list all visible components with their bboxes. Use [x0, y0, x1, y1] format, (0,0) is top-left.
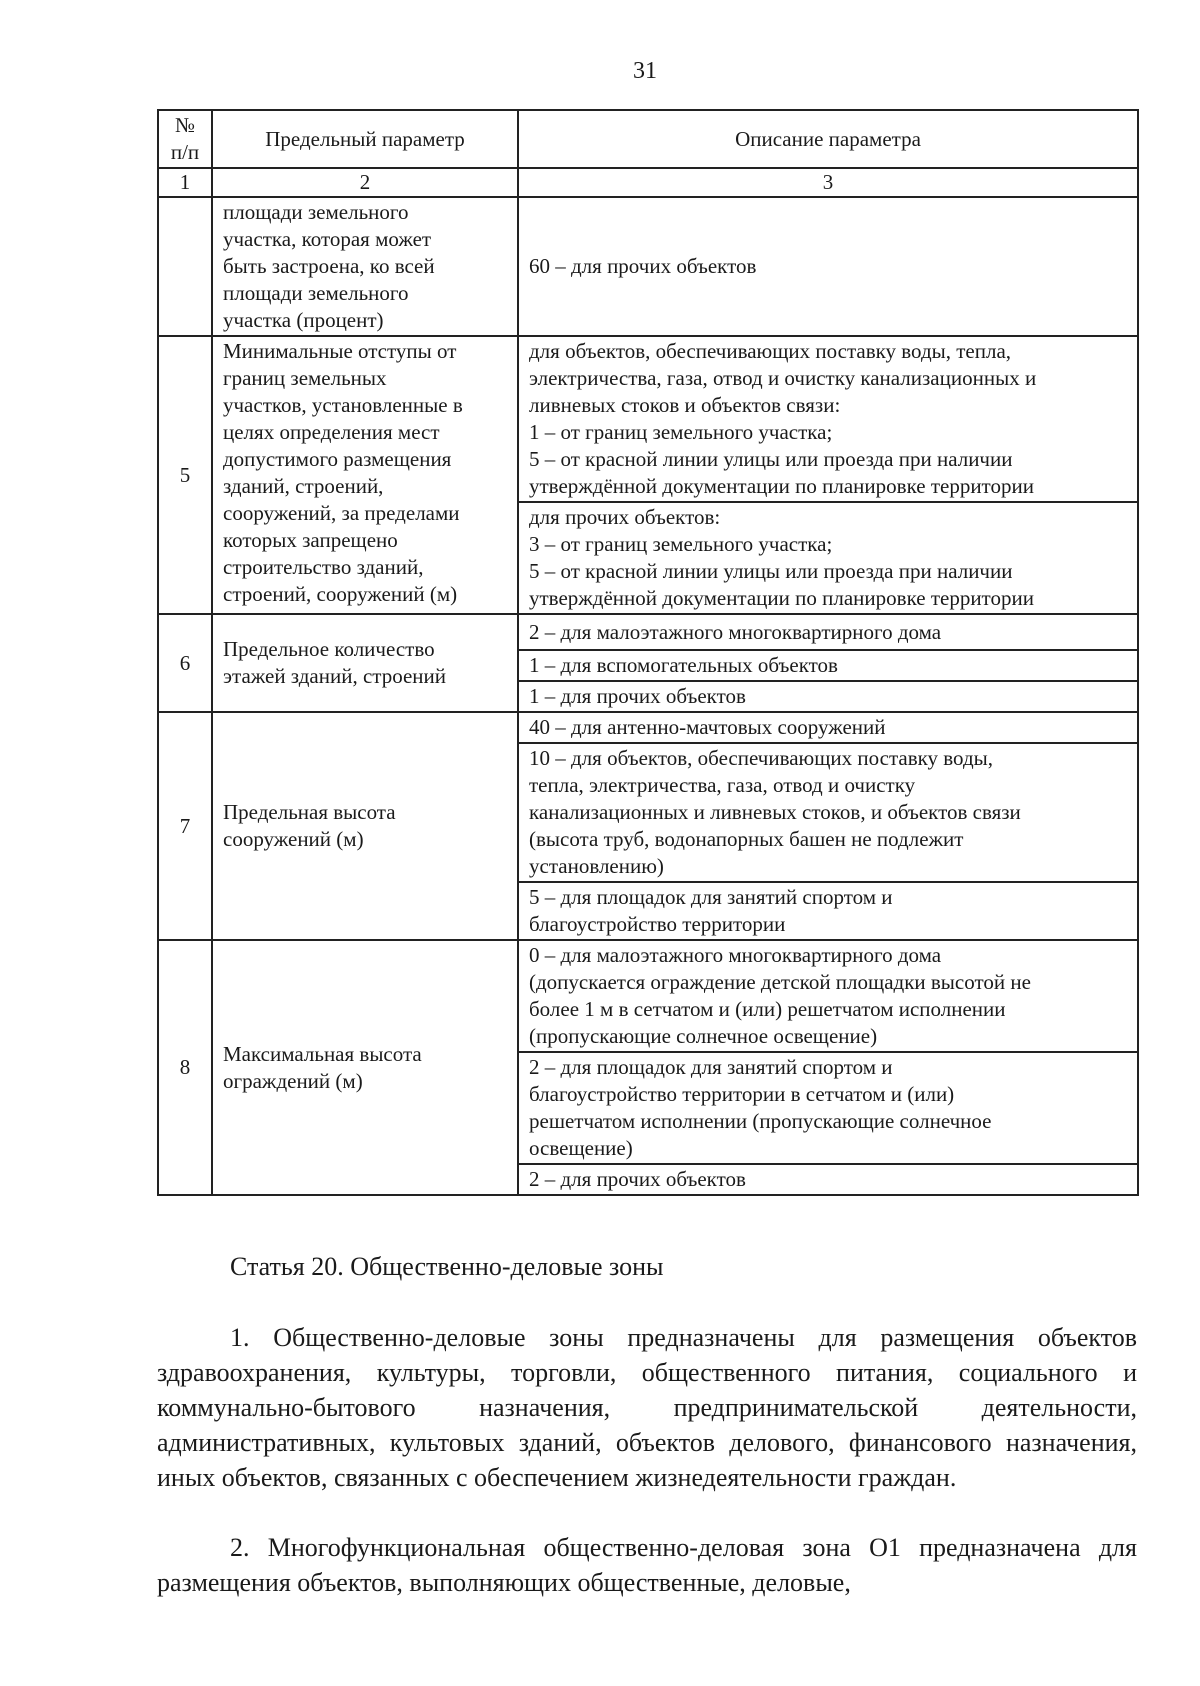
paragraph-2-text: 2. Многофункциональная общественно-деловая зона О1 предназначена для размещения объектов, выполняющих общественные, деловые,	[157, 1533, 1137, 1597]
text-line: для объектов, обеспечивающих поставку воды, тепла,	[529, 339, 1012, 363]
description-cell: 2 – для прочих объектов	[518, 1164, 1138, 1195]
parameters-table	[157, 109, 1139, 1196]
description-cell: 40 – для антенно-мачтовых сооружений	[518, 712, 1138, 743]
text-line: ливневых стоков и объектов связи:	[529, 393, 841, 417]
text-line: сооружений (м)	[223, 827, 364, 851]
text-line: 5 – от красной линии улицы или проезда при наличии	[529, 447, 1013, 471]
text-line: 5 – для площадок для занятий спортом и	[529, 885, 893, 909]
description-cell: 60 – для прочих объектов	[518, 197, 1138, 336]
text-line: Минимальные отступы от	[223, 339, 457, 363]
column-number-1: 1	[158, 168, 212, 197]
parameter-cell	[212, 197, 518, 336]
text-line: 3 – от границ земельного участка;	[529, 532, 833, 556]
description-cell: 2 – для малоэтажного многоквартирного дома	[518, 614, 1138, 650]
description-cell	[518, 336, 1138, 502]
paragraph-2	[157, 1530, 1137, 1600]
text-line: строительство зданий,	[223, 555, 424, 579]
paragraph-1-text: 1. Общественно-деловые зоны предназначены для размещения объектов здравоохранения, культуры, торговли, общественного питания, социального и коммунально-бытового назначения, предпринимательской деятельности, административных, культовых зданий, объектов делового, финансового назначения, иных объектов, связанных с обеспечением жизнедеятельности граждан.	[157, 1323, 1137, 1492]
text-line: решетчатом исполнении (пропускающие солнечное	[529, 1109, 992, 1133]
table-row	[158, 940, 1138, 1052]
text-line: площади земельного	[223, 200, 409, 224]
description-cell	[518, 882, 1138, 940]
text-line: более 1 м в сетчатом и (или) решетчатом исполнении	[529, 997, 1006, 1021]
text-line: электричества, газа, отвод и очистку канализационных и	[529, 366, 1037, 390]
header-description: Описание параметра	[518, 110, 1138, 168]
text-line: строений, сооружений (м)	[223, 582, 458, 606]
text-line: ограждений (м)	[223, 1068, 363, 1093]
text-line: целях определения мест	[223, 420, 440, 444]
text-line: благоустройство территории	[529, 912, 786, 936]
row-number-cell: 6	[158, 614, 212, 712]
text-line: утверждённой документации по планировке территории	[529, 586, 1034, 610]
text-line: границ земельных	[223, 366, 387, 390]
text-line: 0 – для малоэтажного многоквартирного дома	[529, 943, 942, 967]
parameter-cell	[212, 940, 518, 1195]
text-line: канализационных и ливневых стоков, и объектов связи	[529, 800, 1021, 824]
column-number-row	[158, 168, 1138, 197]
text-line: зданий, строений,	[223, 474, 384, 498]
text-line: 5 – от красной линии улицы или проезда при наличии	[529, 559, 1013, 583]
text-line: которых запрещено	[223, 528, 398, 552]
row-number-cell	[158, 197, 212, 336]
description-cell	[518, 1052, 1138, 1164]
column-number-2: 2	[212, 168, 518, 197]
text-line: площади земельного	[223, 281, 409, 305]
text-line: участков, установленные в	[223, 393, 463, 417]
text-line: участка, которая может	[223, 227, 432, 251]
table-row	[158, 712, 1138, 743]
parameter-cell	[212, 336, 518, 614]
description-cell	[518, 502, 1138, 614]
text-line: 2 – для площадок для занятий спортом и	[529, 1055, 893, 1079]
parameter-cell	[212, 712, 518, 940]
text-line: освещение)	[529, 1136, 633, 1160]
text-line: (пропускающие солнечное освещение)	[529, 1024, 878, 1048]
text-line: установлению)	[529, 854, 664, 878]
row-number-cell: 8	[158, 940, 212, 1195]
description-cell: 1 – для прочих объектов	[518, 681, 1138, 712]
row-number-cell: 7	[158, 712, 212, 940]
text-line: утверждённой документации по планировке территории	[529, 474, 1034, 498]
description-cell: 1 – для вспомогательных объектов	[518, 650, 1138, 681]
text-line: 10 – для объектов, обеспечивающих поставку воды,	[529, 746, 993, 770]
text-line: Максимальная высота	[223, 1041, 422, 1066]
table-row	[158, 197, 1138, 336]
column-number-3: 3	[518, 168, 1138, 197]
text-line: участка (процент)	[223, 308, 384, 332]
table-row	[158, 614, 1138, 650]
text-line: для прочих объектов:	[529, 505, 721, 529]
text-line: (допускается ограждение детской площадки высотой не	[529, 970, 1031, 994]
table-header-row	[158, 110, 1138, 168]
text-line: быть застроена, ко всей	[223, 254, 435, 278]
text-line: тепла, электричества, газа, отвод и очистку	[529, 773, 916, 797]
text-line: Предельная высота	[223, 800, 396, 824]
table-row	[158, 336, 1138, 502]
text-line: сооружений, за пределами	[223, 501, 460, 525]
text-line: этажей зданий, строений	[223, 664, 446, 688]
description-cell	[518, 940, 1138, 1052]
article-heading: Статья 20. Общественно-деловые зоны	[230, 1252, 664, 1281]
paragraph-1	[157, 1320, 1137, 1495]
page-number: 31	[633, 58, 657, 84]
header-parameter: Предельный параметр	[212, 110, 518, 168]
text-line: Предельное количество	[223, 637, 435, 661]
row-number-cell: 5	[158, 336, 212, 614]
header-number: № п/п	[158, 110, 212, 168]
parameter-cell	[212, 614, 518, 712]
description-cell	[518, 743, 1138, 882]
text-line: 1 – от границ земельного участка;	[529, 420, 833, 444]
text-line: (высота труб, водонапорных башен не подлежит	[529, 827, 964, 851]
text-line: допустимого размещения	[223, 447, 452, 471]
text-line: благоустройство территории в сетчатом и (или)	[529, 1082, 955, 1106]
